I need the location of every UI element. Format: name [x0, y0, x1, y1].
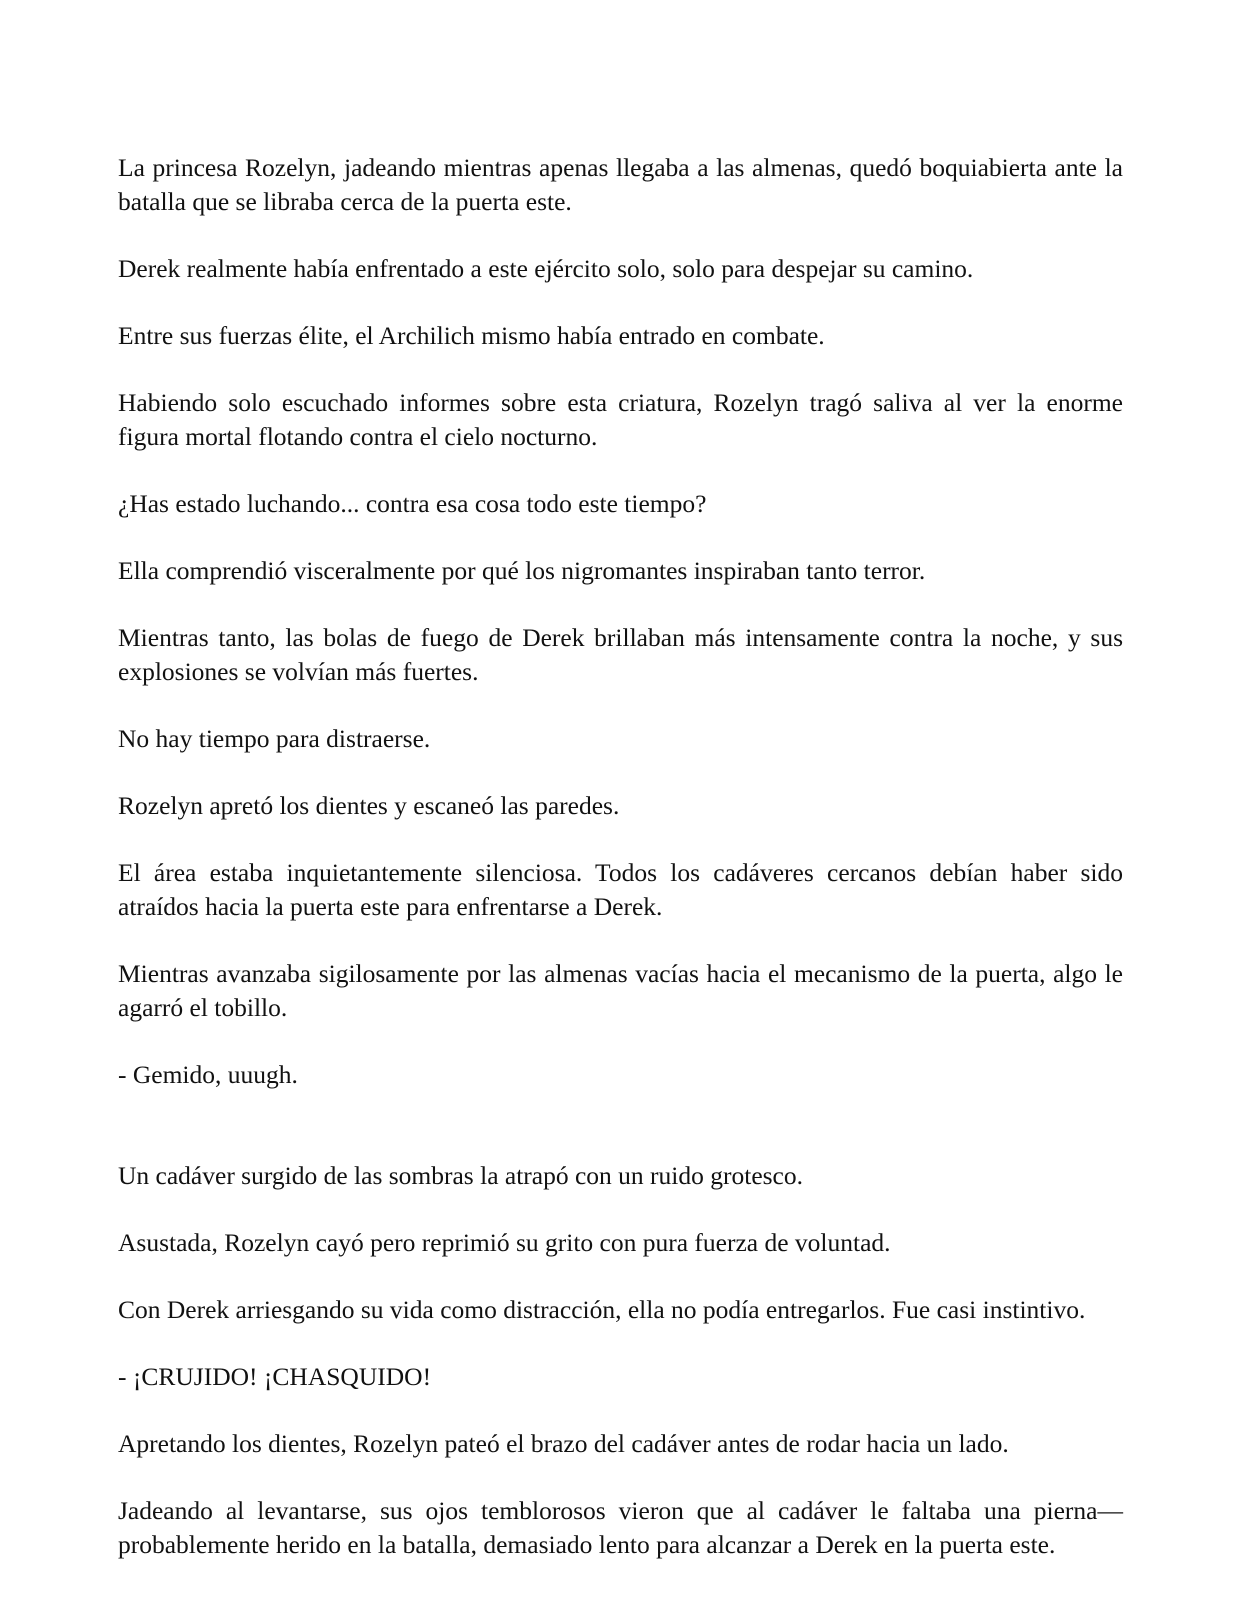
paragraph: Habiendo solo escuchado informes sobre esta criatura, Rozelyn tragó saliva al ver la enorme figura mortal flotando contra el cielo nocturno.: [118, 388, 1123, 451]
paragraph: No hay tiempo para distraerse.: [118, 724, 431, 753]
paragraph: - ¡CRUJIDO! ¡CHASQUIDO!: [118, 1362, 432, 1391]
paragraph: Asustada, Rozelyn cayó pero reprimió su grito con pura fuerza de voluntad.: [118, 1228, 891, 1257]
paragraph: Mientras tanto, las bolas de fuego de Derek brillaban más intensamente contra la noche, y sus explosiones se volvían más fuertes.: [118, 623, 1123, 686]
paragraph: Derek realmente había enfrentado a este ejército solo, solo para despejar su camino.: [118, 254, 974, 283]
paragraph: Entre sus fuerzas élite, el Archilich mismo había entrado en combate.: [118, 321, 825, 350]
paragraph: Apretando los dientes, Rozelyn pateó el brazo del cadáver antes de rodar hacia un lado.: [118, 1429, 1009, 1458]
paragraph: Un cadáver surgido de las sombras la atrapó con un ruido grotesco.: [118, 1161, 804, 1190]
paragraph: La princesa Rozelyn, jadeando mientras apenas llegaba a las almenas, quedó boquiabierta ante la batalla que se libraba cerca de la puerta este.: [118, 153, 1123, 216]
body-text: [118, 151, 1123, 1595]
paragraph: El área estaba inquietantemente silenciosa. Todos los cadáveres cercanos debían haber sido atraídos hacia la puerta este para enfrentarse a Derek.: [118, 858, 1123, 921]
paragraph: - Gemido, uuugh.: [118, 1060, 298, 1089]
paragraph: Jadeando al levantarse, sus ojos temblorosos vieron que al cadáver le faltaba una pierna—probablemente herido en la batalla, demasiado lento para alcanzar a Derek en la puerta este.: [118, 1496, 1123, 1559]
paragraph: Rozelyn apretó los dientes y escaneó las paredes.: [118, 791, 620, 820]
paragraph: Con Derek arriesgando su vida como distracción, ella no podía entregarlos. Fue casi instintivo.: [118, 1295, 1086, 1324]
paragraph: Mientras avanzaba sigilosamente por las almenas vacías hacia el mecanismo de la puerta, algo le agarró el tobillo.: [118, 959, 1123, 1022]
paragraph: Ella comprendió visceralmente por qué los nigromantes inspiraban tanto terror.: [118, 556, 926, 585]
paragraph: ¿Has estado luchando... contra esa cosa todo este tiempo?: [118, 489, 707, 518]
